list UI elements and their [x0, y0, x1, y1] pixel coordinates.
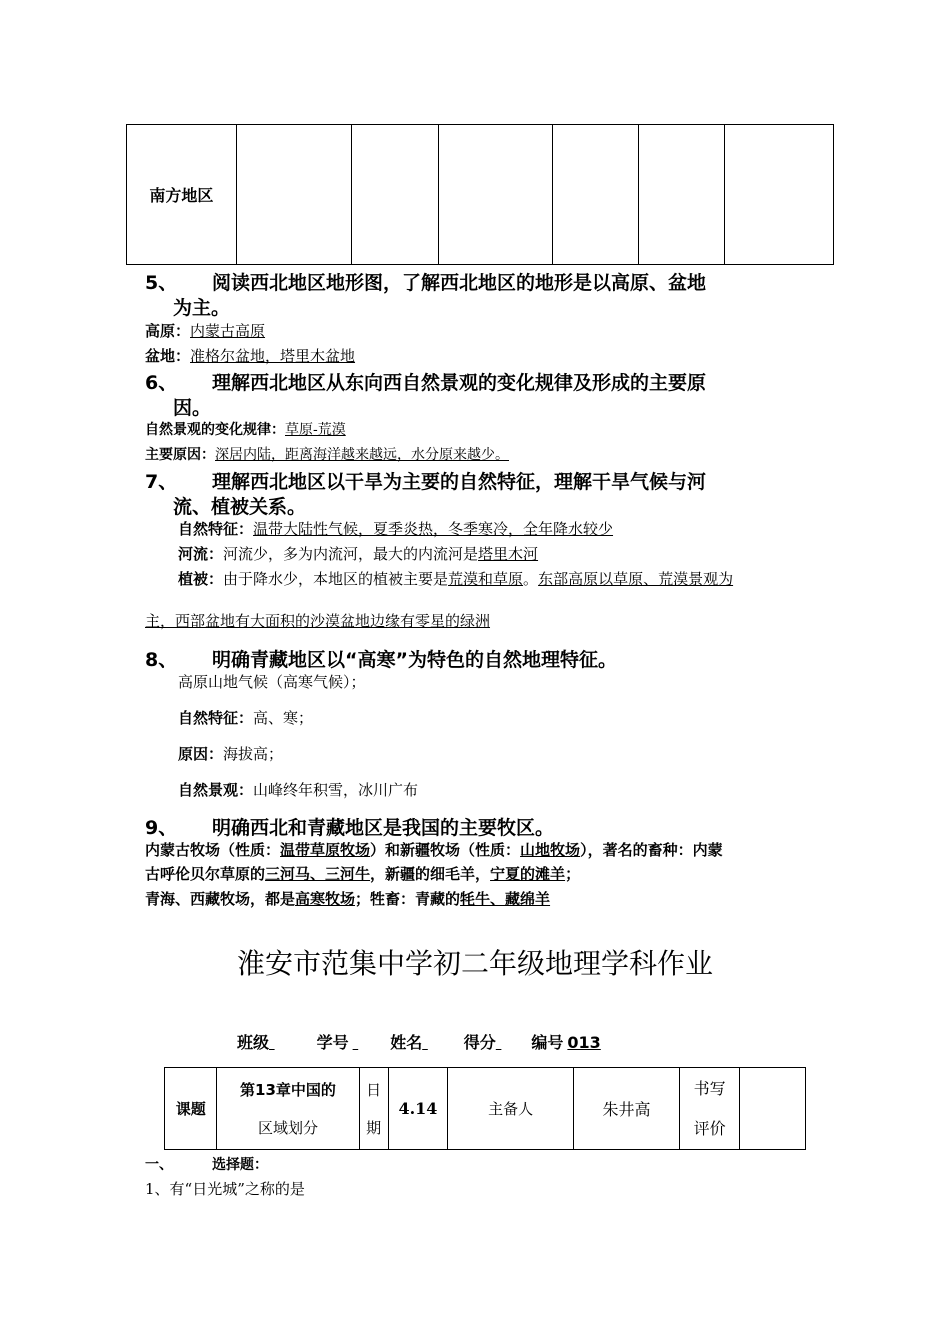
date-value: 4.14 — [398, 1099, 438, 1118]
code-value: 013 — [567, 1033, 601, 1052]
river-value: 塔里木河 — [478, 545, 539, 563]
region-cell — [438, 125, 553, 265]
q7-number: 7、 — [145, 471, 178, 493]
q9-l2-c: ，新疆的细毛羊， — [370, 865, 491, 883]
q5-number: 5、 — [145, 272, 178, 294]
q6-reason-line — [145, 444, 509, 464]
page-title: 淮安市范集中学初二年级地理学科作业 — [236, 947, 713, 980]
topic-value-2: 区域划分 — [257, 1118, 318, 1137]
q9-l3-a: 青海、西藏牧场，都是 — [145, 890, 296, 908]
topic-label-cell — [165, 1068, 217, 1150]
date-label-2: 期 — [366, 1118, 382, 1137]
reason-label: 主要原因： — [145, 447, 215, 463]
vegetation-sep: 。 — [523, 570, 539, 588]
q9-l1-e: ），著名的畜种：内蒙 — [580, 841, 723, 859]
info-line — [237, 1030, 613, 1053]
region-table — [126, 124, 834, 265]
eval-value-cell — [740, 1068, 806, 1150]
student-id-label: 学号 — [316, 1033, 349, 1052]
lesson-table — [164, 1067, 806, 1150]
q5-title-line2: 为主。 — [173, 297, 231, 319]
section1-title: 选择题： — [212, 1157, 268, 1173]
q8-landscape-value: 山峰终年积雪，冰川广布 — [253, 781, 419, 799]
q9-l1-c: ）和新疆牧场（性质： — [370, 841, 521, 859]
q9-l2-b: 三河马、三河牛 — [265, 865, 371, 883]
q7-vegetation-line2: 主，西部盆地有大面积的沙漠盆地边缘有零星的绿洲 — [145, 612, 491, 630]
region-cell — [639, 125, 725, 265]
q8-landscape-line — [178, 779, 418, 800]
eval-label-cell — [679, 1068, 739, 1150]
eval-label-1: 书写 — [693, 1078, 726, 1098]
vegetation-text: 由于降水少，本地区的植被主要是 — [223, 570, 449, 588]
q9-line1 — [145, 839, 723, 860]
q9-l2-e: ； — [565, 865, 581, 883]
question-1: 1、有“日光城”之称的是 — [145, 1180, 305, 1198]
q9-line2 — [145, 863, 580, 884]
topic-label: 课题 — [175, 1100, 206, 1118]
region-cell — [236, 125, 351, 265]
feature-value: 温带大陆性气候，夏季炎热，冬季寒冷，全年降水较少 — [253, 520, 614, 538]
q9-l2-d: 宁夏的滩羊 — [490, 865, 566, 883]
code-label: 编号 — [531, 1033, 564, 1052]
plateau-label: 高原： — [145, 322, 191, 340]
lead-value: 朱井高 — [602, 1100, 651, 1119]
q8-climate: 高原山地气候（高寒气候）； — [178, 673, 366, 691]
rule-label: 自然景观的变化规律： — [145, 422, 285, 438]
feature-label: 自然特征： — [178, 520, 254, 538]
q5-plateau-line — [145, 320, 265, 341]
q9-number: 9、 — [145, 817, 178, 839]
eval-label-2: 评价 — [693, 1118, 726, 1138]
q9-l1-b: 温带草原牧场 — [280, 841, 371, 859]
lead-label: 主备人 — [488, 1100, 534, 1118]
lead-value-cell — [574, 1068, 680, 1150]
q9-l3-c: ；牲畜：青藏的 — [355, 890, 461, 908]
q7-title-line1: 理解西北地区以干旱为主要的自然特征，理解干旱气候与河 — [212, 471, 707, 493]
topic-value-1: 第13章中国的 — [240, 1080, 336, 1099]
region-cell — [553, 125, 639, 265]
section1-number: 一、 — [145, 1157, 173, 1173]
q6-rule-line — [145, 419, 346, 439]
class-label: 班级 — [237, 1033, 270, 1052]
vegetation-value-1: 荒漠和草原 — [448, 570, 524, 588]
q9-l1-a: 内蒙古牧场（性质： — [145, 841, 281, 859]
q6-number: 6、 — [145, 372, 178, 394]
name-label: 姓名 — [390, 1033, 423, 1052]
q9-l3-d: 牦牛、藏绵羊 — [460, 890, 551, 908]
vegetation-label: 植被： — [178, 570, 224, 588]
q7-vegetation-line — [178, 568, 733, 589]
q8-reason-value: 海拔高； — [223, 745, 284, 763]
q6-title-line2: 因。 — [173, 397, 212, 419]
date-value-cell — [388, 1068, 447, 1150]
plateau-value: 内蒙古高原 — [190, 322, 266, 340]
q9-line3 — [145, 888, 550, 909]
river-text: 河流少，多为内流河，最大的内流河是 — [223, 545, 479, 563]
q7-river-line — [178, 543, 538, 564]
topic-value-cell — [217, 1068, 359, 1150]
q9-l1-d: 山地牧场 — [520, 841, 581, 859]
q9-l3-b: 高寒牧场 — [295, 890, 356, 908]
rule-value: 草原-荒漠 — [285, 422, 346, 438]
river-label: 河流： — [178, 545, 224, 563]
basin-value: 准格尔盆地，塔里木盆地 — [190, 347, 356, 365]
q6-title-line1: 理解西北地区从东向西自然景观的变化规律及形成的主要原 — [212, 372, 707, 394]
date-label-1: 日 — [366, 1080, 382, 1099]
q7-title-line2: 流、植被关系。 — [173, 496, 307, 518]
region-label: 南方地区 — [149, 186, 214, 205]
q9-title: 明确西北和青藏地区是我国的主要牧区。 — [212, 817, 555, 839]
q8-number: 8、 — [145, 649, 178, 671]
lead-label-cell — [448, 1068, 574, 1150]
q8-feature-label: 自然特征： — [178, 709, 254, 727]
basin-label: 盆地： — [145, 347, 191, 365]
q8-feature-line — [178, 707, 313, 728]
vegetation-value-2: 东部高原以草原、荒漠景观为 — [538, 570, 734, 588]
score-label: 得分 — [463, 1033, 496, 1052]
date-label-cell — [359, 1068, 388, 1150]
q8-reason-line — [178, 743, 283, 764]
q8-reason-label: 原因： — [178, 745, 224, 763]
reason-value: 深居内陆，距离海洋越来越远，水分原来越少。 — [215, 447, 509, 463]
region-cell-south — [127, 125, 237, 265]
q5-basin-line — [145, 345, 355, 366]
q8-title: 明确青藏地区以“高寒”为特色的自然地理特征。 — [212, 649, 617, 671]
q7-feature-line — [178, 518, 613, 539]
q9-l2-a: 古呼伦贝尔草原的 — [145, 865, 266, 883]
q8-landscape-label: 自然景观： — [178, 781, 254, 799]
region-cell — [351, 125, 438, 265]
q8-feature-value: 高、寒； — [253, 709, 314, 727]
region-cell — [725, 125, 834, 265]
q5-title-line1: 阅读西北地区地形图，了解西北地区的地形是以高原、盆地 — [212, 272, 707, 294]
